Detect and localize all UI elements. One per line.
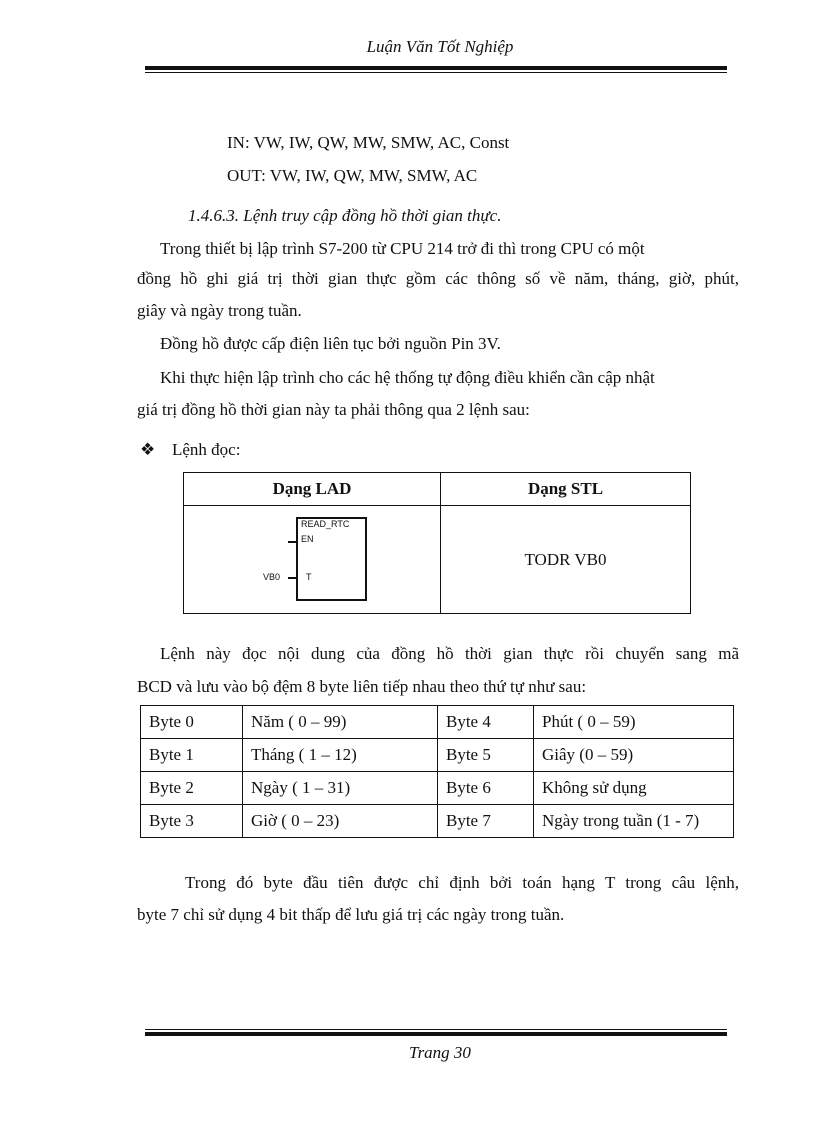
para5-line1: Trong đó byte đầu tiên được chỉ định bởi toán hạng T trong câu lệnh, bbox=[185, 873, 739, 892]
para3-line2: giá trị đồng hồ thời gian này ta phải thông qua 2 lệnh sau: bbox=[137, 400, 530, 419]
stl-header: Dạng STL bbox=[441, 473, 691, 506]
table-cell: Byte 5 bbox=[438, 739, 534, 772]
lad-diagram bbox=[185, 507, 438, 612]
byte-order-table bbox=[140, 705, 734, 838]
lad-stl-table bbox=[183, 472, 691, 614]
en-label: EN bbox=[301, 534, 314, 544]
stl-cell: TODR VB0 bbox=[441, 506, 691, 614]
table-cell: Byte 7 bbox=[438, 805, 534, 838]
table-cell: Byte 3 bbox=[141, 805, 243, 838]
table-cell: Ngày ( 1 – 31) bbox=[243, 772, 438, 805]
header-title: Luận Văn Tốt Nghiệp bbox=[366, 37, 514, 56]
bullet-label: Lệnh đọc: bbox=[172, 440, 241, 459]
diamond-bullet-icon: ❖ bbox=[140, 440, 156, 459]
out-operands: OUT: VW, IW, QW, MW, SMW, AC bbox=[227, 166, 478, 185]
section-heading: 1.4.6.3. Lệnh truy cập đồng hồ thời gian thực. bbox=[188, 206, 502, 225]
table-cell: Không sử dụng bbox=[534, 772, 734, 805]
in-operands: IN: VW, IW, QW, MW, SMW, AC, Const bbox=[227, 133, 510, 152]
para5-line2: byte 7 chỉ sử dụng 4 bit thấp để lưu giá trị các ngày trong tuần. bbox=[137, 905, 565, 924]
header-rule bbox=[145, 66, 727, 73]
table-row bbox=[141, 805, 734, 838]
t-label: T bbox=[306, 572, 312, 582]
para1-line3: giây và ngày trong tuần. bbox=[137, 301, 302, 320]
en-input-line bbox=[288, 541, 296, 543]
para3-line1: Khi thực hiện lập trình cho các hệ thống tự động điều khiển cần cập nhật bbox=[160, 368, 655, 387]
table-cell: Giờ ( 0 – 23) bbox=[243, 805, 438, 838]
table-cell: Byte 1 bbox=[141, 739, 243, 772]
table-cell: Byte 6 bbox=[438, 772, 534, 805]
page-number: Trang 30 bbox=[409, 1043, 471, 1062]
table-cell: Byte 2 bbox=[141, 772, 243, 805]
table-cell: Ngày trong tuần (1 - 7) bbox=[534, 805, 734, 838]
footer-rule bbox=[145, 1027, 727, 1036]
table-cell: Byte 0 bbox=[141, 706, 243, 739]
lad-header: Dạng LAD bbox=[184, 473, 441, 506]
table-cell: Byte 4 bbox=[438, 706, 534, 739]
para4-line1: Lệnh này đọc nội dung của đồng hồ thời gian thực rồi chuyển sang mã bbox=[160, 644, 739, 663]
table-cell: Phút ( 0 – 59) bbox=[534, 706, 734, 739]
para1-line2: đồng hồ ghi giá trị thời gian thực gồm các thông số về năm, tháng, giờ, phút, bbox=[137, 269, 739, 288]
table-cell: Năm ( 0 – 99) bbox=[243, 706, 438, 739]
para1-line1: Trong thiết bị lập trình S7-200 từ CPU 214 trở đi thì trong CPU có một bbox=[160, 239, 645, 258]
table-cell: Giây (0 – 59) bbox=[534, 739, 734, 772]
block-name: READ_RTC bbox=[301, 519, 350, 529]
table-row bbox=[141, 706, 734, 739]
table-cell: Tháng ( 1 – 12) bbox=[243, 739, 438, 772]
table-row bbox=[141, 739, 734, 772]
para4-line2: BCD và lưu vào bộ đệm 8 byte liên tiếp nhau theo thứ tự như sau: bbox=[137, 677, 587, 696]
para2: Đồng hồ được cấp điện liên tục bởi nguồn Pin 3V. bbox=[160, 334, 501, 353]
read-rtc-block bbox=[296, 517, 367, 601]
vb0-label: VB0 bbox=[263, 572, 281, 582]
t-input-line bbox=[288, 577, 296, 579]
table-row bbox=[141, 772, 734, 805]
lad-cell bbox=[184, 506, 441, 614]
